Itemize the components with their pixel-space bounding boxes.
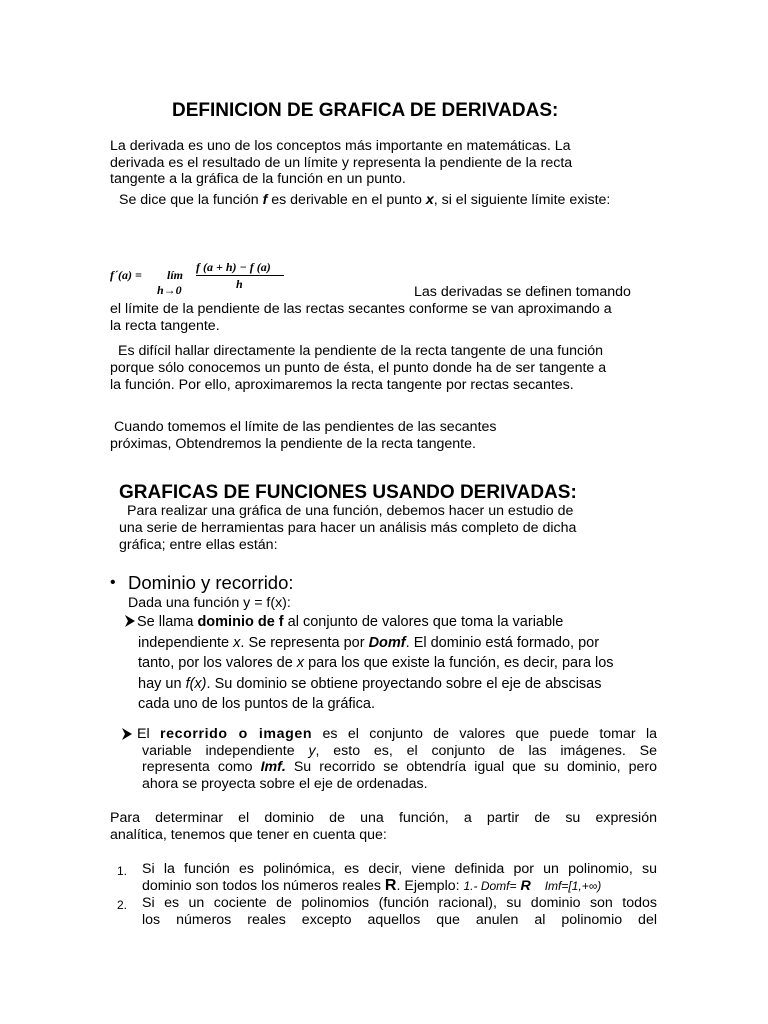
recorrido-line-1: El recorrido o imagen es el conjunto de valores que puede tomar la	[137, 726, 658, 742]
list-item-1-line-1: Si la función es polinómica, es decir, viene definida por un polinomio, su	[142, 861, 657, 877]
recorrido-line-3: representa como Imf. Su recorrido se obtendría igual que su dominio, pero	[142, 759, 657, 775]
intro-line-3: tangente a la gráfica de la función en un punto.	[110, 171, 406, 187]
recorrido-line-2: variable independiente y, esto es, el conjunto de las imágenes. Se	[142, 742, 657, 759]
dificil-line-3: la función. Por ello, aproximaremos la recta tangente por rectas secantes.	[110, 377, 574, 393]
list-number-1: 1.	[117, 864, 128, 878]
dominio-line-2: independiente x. Se representa por Domf. El dominio está formado, por	[138, 634, 600, 651]
intro-paragraph	[110, 138, 630, 188]
def-f: f	[262, 192, 268, 208]
dominio-line-5: cada uno de los puntos de la gráfica.	[138, 696, 375, 712]
arrow-bullet-icon	[124, 614, 138, 628]
dominio-line-1: Se llama dominio de f al conjunto de valores que toma la variable	[137, 614, 564, 630]
list-item-2-line-1: Si es un cociente de polinomios (función racional), su dominio son todos	[142, 895, 657, 911]
realizar-line-2: una serie de herramientas para hacer un análisis más completo de dicha	[119, 520, 577, 536]
recorrido-term: recorrido o imagen	[159, 726, 313, 742]
dificil-line-1: Es difícil hallar directamente la pendiente de la recta tangente de una función	[118, 343, 604, 359]
realizar-line-1: Para realizar una gráfica de una función, debemos hacer un estudio de	[127, 503, 574, 519]
secantes-line-3: la recta tangente.	[110, 318, 220, 334]
derivative-formula	[110, 258, 300, 298]
intro-line-1: La derivada es uno de los conceptos más importante en matemáticas. La	[110, 138, 571, 154]
imf-term: Imf.	[260, 759, 286, 775]
para-paragraph	[110, 810, 657, 843]
dominio-line-4: hay un f(x). Su dominio se obtiene proyectando sobre el eje de abscisas	[138, 675, 602, 692]
formula-denominator: h	[236, 277, 243, 291]
dada-funcion: Dada una función y = f(x):	[128, 595, 291, 611]
list-number-2: 2.	[117, 898, 128, 912]
list-item-1	[142, 861, 657, 894]
list-item-1-line-2: dominio son todos los números reales R. Ejemplo: 1.- Domf= R Imf=[1,+∞)	[142, 876, 602, 894]
recorrido-block	[137, 726, 657, 792]
section-subtitle: GRAFICAS DE FUNCIONES USANDO DERIVADAS:	[119, 482, 577, 503]
dominio-line-3: tanto, por los valores de x para los que existe la función, es decir, para los	[138, 655, 614, 671]
intro-line-2: derivada es el resultado de un límite y representa la pendiente de la recta	[110, 154, 573, 171]
arrow-bullet-icon	[121, 727, 135, 741]
def-text-mid: es derivable en el punto	[267, 192, 426, 208]
def-text-post: , si el siguiente límite existe:	[433, 192, 611, 208]
realizar-line-3: gráfica; entre ellas están:	[119, 537, 278, 553]
bullet-heading: Dominio y recorrido:	[128, 572, 294, 593]
domf-term: Domf	[368, 634, 406, 651]
formula-lhs: f´(a) =	[110, 268, 142, 282]
page-title: DEFINICION DE GRAFICA DE DERIVADAS:	[172, 100, 559, 121]
cuando-line-1: Cuando tomemos el límite de las pendientes de las secantes	[114, 419, 497, 435]
list-item-2	[142, 895, 657, 928]
para-line-1: Para determinar el dominio de una función, a partir de su expresión	[110, 810, 657, 826]
formula-fraction-bar	[196, 275, 284, 276]
dificil-line-2: porque sólo conocemos un punto de ésta, el punto donde ha de ser tangente a	[110, 360, 607, 376]
formula-numerator: f (a + h) − f (a)	[196, 260, 271, 274]
definition-line	[119, 192, 610, 209]
formula-lim-sub: h→0	[157, 283, 182, 297]
def-text-pre: Se dice que la función	[119, 192, 263, 208]
secantes-line-2: el límite de la pendiente de las rectas secantes conforme se van aproximando a	[110, 301, 612, 317]
formula-lim: lím	[167, 268, 184, 282]
recorrido-line-4: ahora se proyecta sobre el eje de ordenadas.	[142, 775, 428, 792]
def-x: x	[425, 192, 434, 208]
list-item-2-line-2: los números reales excepto aquellos que anulen al polinomio del	[142, 911, 657, 928]
secantes-line-1: Las derivadas se definen tomando	[414, 284, 631, 300]
para-line-2: analítica, tenemos que tener en cuenta que:	[110, 826, 387, 843]
dominio-block	[137, 612, 614, 715]
dominio-term: dominio de f	[197, 614, 284, 630]
cuando-line-2: próximas, Obtendremos la pendiente de la recta tangente.	[110, 436, 476, 452]
bullet-point: •	[110, 574, 116, 591]
